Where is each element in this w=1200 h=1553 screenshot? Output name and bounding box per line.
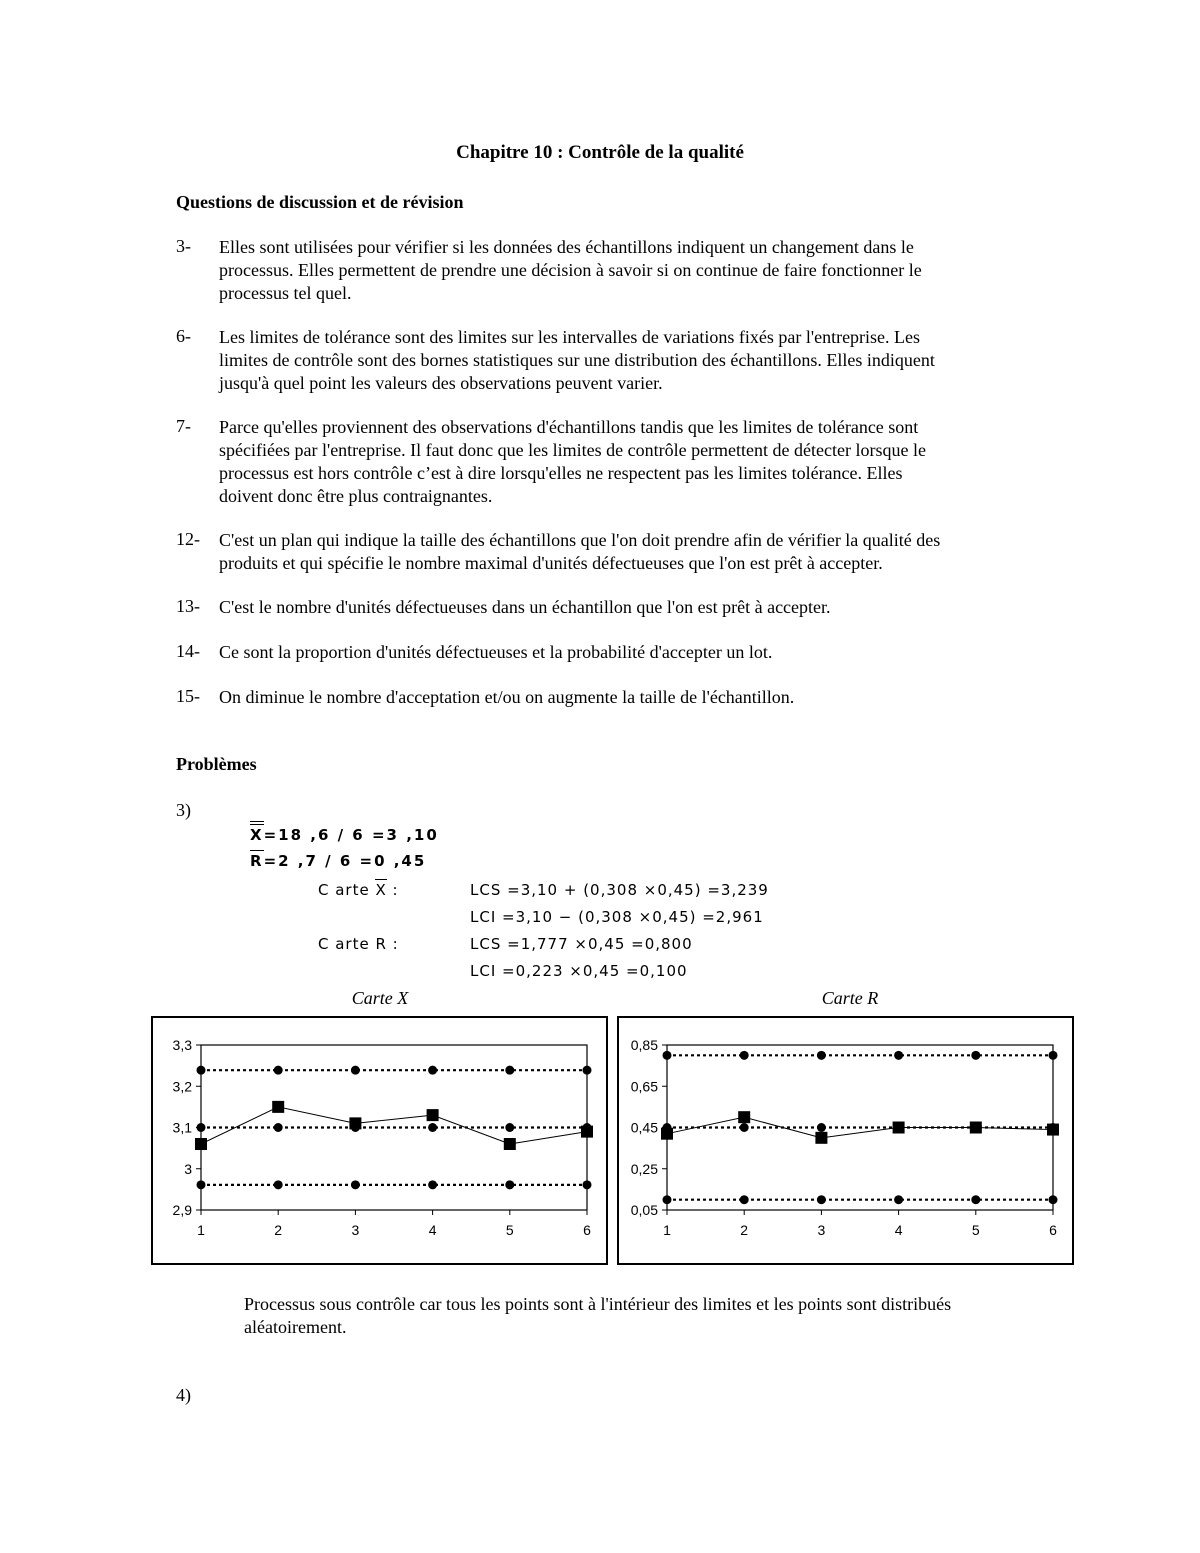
data-point-lcs: [740, 1051, 749, 1060]
r-control-chart: [619, 1018, 1072, 1263]
data-point-moyenne: [274, 1123, 283, 1132]
chart-r-frame: [617, 1016, 1074, 1265]
series-line--chantillons: [201, 1107, 587, 1144]
data-point-lci: [583, 1180, 592, 1189]
x-tick-label: 5: [971, 1222, 980, 1238]
data-point-lci: [197, 1180, 206, 1189]
x-bar-control-chart: [153, 1018, 606, 1263]
data-point-moyenne: [505, 1123, 514, 1132]
conclusion-line: Processus sous contrôle car tous les points sont à l'intérieur des limites et les points sont distribués: [244, 1294, 952, 1314]
answer-line: C'est un plan qui indique la taille des échantillons que l'on doit prendre afin de vérifier la qualité des: [219, 530, 941, 550]
page-title: Chapitre 10 : Contrôle de la qualité: [456, 142, 744, 163]
data-point--chantillons: [349, 1117, 361, 1129]
data-point-lci: [817, 1195, 826, 1204]
answer-line: processus tel quel.: [219, 283, 352, 303]
chart-title-x: Carte X: [351, 988, 409, 1008]
answer-line: processus est hors contrôle c’est à dire lorsqu'elles ne respectent pas les limites tolérance. Elles: [219, 463, 903, 483]
data-point--chantillons: [581, 1126, 593, 1138]
data-point-lcs: [663, 1051, 672, 1060]
data-point-lci: [274, 1180, 283, 1189]
data-point--chantillons: [738, 1111, 750, 1123]
xbarbar-symbol: X: [250, 826, 264, 844]
question-number: 12-: [176, 529, 200, 549]
data-point-lci: [505, 1180, 514, 1189]
x-tick-label: 1: [197, 1222, 205, 1238]
data-point-lcs: [274, 1066, 283, 1075]
y-tick-label: 2,9: [172, 1202, 192, 1218]
answer-line: limites de contrôle sont des bornes statistiques sur une distribution des échantillons. Elles indiquent: [219, 350, 935, 370]
x-tick-label: 2: [274, 1222, 283, 1238]
question-answer: [219, 529, 1039, 575]
x-tick-label: 1: [663, 1222, 671, 1238]
question-number: 7-: [176, 416, 191, 436]
lcs-r-formula: LCS =1,777 ×0,45 =0,800: [470, 935, 693, 953]
data-point-lcs: [1049, 1051, 1058, 1060]
problems-heading: Problèmes: [176, 754, 257, 774]
answer-line: Ce sont la proportion d'unités défectueuses et la probabilité d'accepter un lot.: [219, 642, 773, 662]
xbarbar-expression: =18 ,6 / 6 =3 ,10: [263, 826, 439, 844]
y-tick-label: 3: [184, 1160, 192, 1177]
lcs-x-formula: LCS =3,10 + (0,308 ×0,45) =3,239: [470, 881, 769, 899]
answer-line: spécifiées par l'entreprise. Il faut donc que les limites de contrôle permettent de détecter lorsque le: [219, 440, 926, 460]
y-tick-label: 0,05: [630, 1202, 658, 1218]
y-tick-label: 3,2: [172, 1078, 192, 1095]
x-tick-label: 3: [817, 1222, 826, 1238]
data-point-moyenne: [197, 1123, 206, 1132]
rbar-formula: [250, 852, 426, 870]
data-point-lci: [740, 1195, 749, 1204]
question-number: 14-: [176, 641, 200, 661]
question-number: 13-: [176, 596, 200, 616]
data-point-moyenne: [428, 1123, 437, 1132]
y-tick-label: 0,25: [630, 1160, 658, 1177]
carte-r-label: C arte R :: [318, 935, 399, 953]
rbar-expression: =2 ,7 / 6 =0 ,45: [263, 852, 427, 870]
data-point-lcs: [583, 1066, 592, 1075]
question-answer: [219, 686, 1039, 709]
question-answer: [219, 596, 1039, 619]
discussion-heading: Questions de discussion et de révision: [176, 192, 464, 212]
chart-title-r: Carte R: [821, 988, 879, 1008]
y-tick-label: 3,3: [172, 1037, 192, 1053]
problem-3-label: 3): [176, 800, 191, 820]
y-tick-label: 0,85: [630, 1037, 658, 1053]
xbar-symbol: X: [375, 881, 387, 899]
data-point--chantillons: [1047, 1124, 1059, 1136]
data-point-lcs: [971, 1051, 980, 1060]
data-point--chantillons: [661, 1128, 673, 1140]
data-point-lci: [1049, 1195, 1058, 1204]
lci-x-formula: LCI =3,10 − (0,308 ×0,45) =2,961: [470, 908, 764, 926]
data-point-moyenne: [817, 1123, 826, 1132]
data-point-lcs: [197, 1066, 206, 1075]
y-tick-label: 0,45: [630, 1119, 658, 1136]
answer-line: C'est le nombre d'unités défectueuses dans un échantillon que l'on est prêt à accepter.: [219, 597, 831, 617]
data-point-moyenne: [740, 1123, 749, 1132]
question-answer: [219, 236, 1039, 305]
data-point-lcs: [894, 1051, 903, 1060]
question-number: 6-: [176, 326, 191, 346]
data-point-lcs: [351, 1066, 360, 1075]
answer-line: Parce qu'elles proviennent des observations d'échantillons tandis que les limites de tolérance sont: [219, 417, 919, 437]
lci-r-formula: LCI =0,223 ×0,45 =0,100: [470, 962, 688, 980]
x-tick-label: 6: [1049, 1222, 1057, 1238]
x-tick-label: 3: [351, 1222, 360, 1238]
data-point--chantillons: [970, 1122, 982, 1134]
question-number: 15-: [176, 686, 200, 706]
question-answer: [219, 416, 1039, 508]
data-point--chantillons: [893, 1122, 905, 1134]
answer-line: processus. Elles permettent de prendre une décision à savoir si on continue de faire fonctionner le: [219, 260, 922, 280]
answer-line: Elles sont utilisées pour vérifier si les données des échantillons indiquent un changement dans le: [219, 237, 914, 257]
question-answer: [219, 641, 1039, 664]
x-tick-label: 2: [740, 1222, 749, 1238]
x-tick-label: 4: [894, 1222, 903, 1238]
problem-4-label: 4): [176, 1385, 191, 1405]
data-point-lcs: [505, 1066, 514, 1075]
question-answer: [219, 326, 1039, 395]
answer-line: doivent donc être plus contraignantes.: [219, 486, 493, 506]
y-tick-label: 0,65: [630, 1078, 658, 1095]
data-point-lci: [971, 1195, 980, 1204]
data-point-lci: [663, 1195, 672, 1204]
data-point-lcs: [817, 1051, 826, 1060]
conclusion: [244, 1293, 1064, 1339]
rbar-symbol: R: [250, 852, 264, 870]
answer-line: On diminue le nombre d'acceptation et/ou on augmente la taille de l'échantillon.: [219, 687, 795, 707]
answer-line: Les limites de tolérance sont des limites sur les intervalles de variations fixés par l'entreprise. Les: [219, 327, 921, 347]
data-point--chantillons: [272, 1101, 284, 1113]
chart-x-frame: [151, 1016, 608, 1265]
conclusion-line: aléatoirement.: [244, 1317, 347, 1337]
data-point-lci: [351, 1180, 360, 1189]
answer-line: produits et qui spécifie le nombre maximal d'unités défectueuses que l'on est prêt à accepter.: [219, 553, 883, 573]
data-point-lci: [894, 1195, 903, 1204]
data-point--chantillons: [504, 1138, 516, 1150]
data-point--chantillons: [427, 1109, 439, 1121]
data-point-lcs: [428, 1066, 437, 1075]
y-tick-label: 3,1: [172, 1119, 192, 1136]
answer-line: jusqu'à quel point les valeurs des observations peuvent varier.: [219, 373, 663, 393]
x-tick-label: 5: [505, 1222, 514, 1238]
data-point--chantillons: [195, 1138, 207, 1150]
carte-x-label: C arte X :: [318, 881, 399, 899]
data-point-lci: [428, 1180, 437, 1189]
data-point--chantillons: [815, 1132, 827, 1144]
x-tick-label: 6: [583, 1222, 591, 1238]
x-tick-label: 4: [428, 1222, 437, 1238]
xbarbar-formula: [250, 826, 439, 844]
question-number: 3-: [176, 236, 191, 256]
